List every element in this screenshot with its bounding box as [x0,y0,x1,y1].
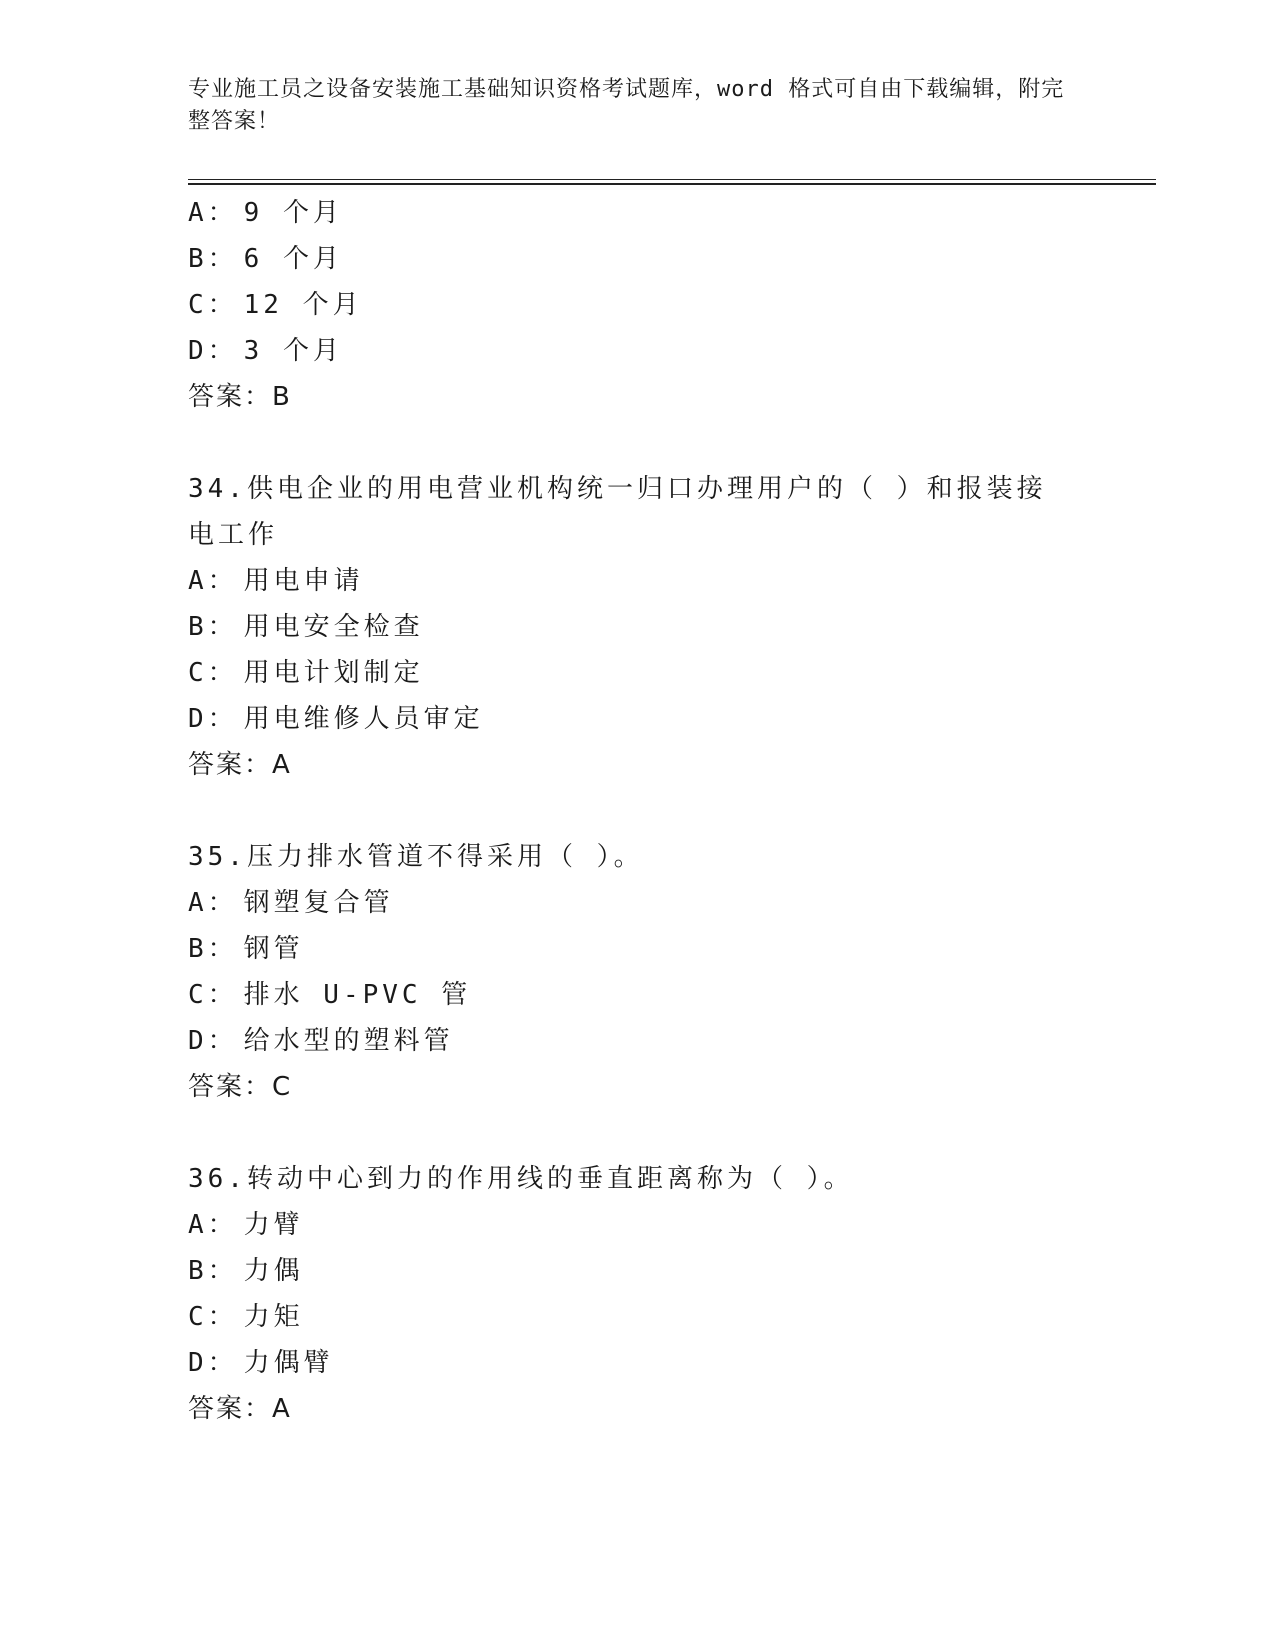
question-text: 36.转动中心到力的作用线的垂直距离称为（ ）。 [188,1164,854,1194]
question-text: 34.供电企业的用电营业机构统一归口办理用户的（ ）和报装接电工作 [188,474,1047,550]
header-rule-thin [188,179,1156,180]
spacer [188,1110,1088,1156]
option-d: D： 给水型的塑料管 [188,1026,454,1056]
question-content [188,190,1088,1432]
option-b: B： 力偶 [188,1256,304,1286]
option-d: D： 用电维修人员审定 [188,704,484,734]
question-block-36 [188,1156,1088,1432]
option-a: A： 9 个月 [188,198,343,228]
question-block-continued [188,190,1088,420]
question-block-35 [188,834,1088,1110]
option-c: C： 排水 U-PVC 管 [188,980,472,1010]
header-rule-thick [188,183,1156,185]
option-d: D： 3 个月 [188,336,343,366]
answer-line: 答案：C [188,1072,293,1102]
answer-line: 答案：B [188,382,292,412]
option-d: D： 力偶臂 [188,1348,334,1378]
option-a: A： 力臂 [188,1210,304,1240]
option-b: B： 钢管 [188,934,304,964]
option-c: C： 用电计划制定 [188,658,424,688]
option-a: A： 钢塑复合管 [188,888,394,918]
spacer [188,788,1088,834]
option-b: B： 用电安全检查 [188,612,424,642]
option-a: A： 用电申请 [188,566,364,596]
question-text: 35.压力排水管道不得采用（ ）。 [188,842,644,872]
answer-line: 答案：A [188,1394,292,1424]
option-b: B： 6 个月 [188,244,343,274]
answer-line: 答案：A [188,750,292,780]
document-header: 专业施工员之设备安装施工基础知识资格考试题库，word 格式可自由下载编辑，附完整答案！ [188,77,1065,134]
question-block-34 [188,466,1088,788]
option-c: C： 力矩 [188,1302,304,1332]
spacer [188,420,1088,466]
option-c: C： 12 个月 [188,290,363,320]
